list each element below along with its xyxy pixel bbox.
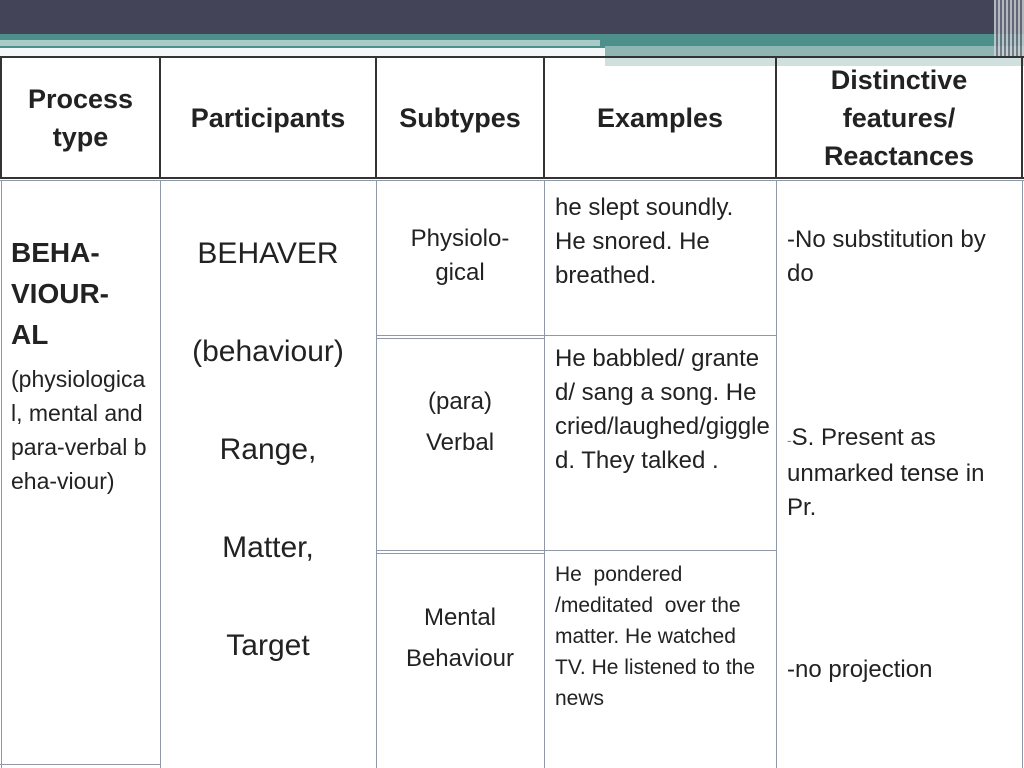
participants-list (161, 230, 375, 670)
participant-matter: Matter, (222, 531, 314, 564)
subtype-line: Behaviour (405, 645, 515, 672)
participant-behaviour: (behaviour) (192, 335, 344, 368)
accent-stripe (0, 40, 600, 46)
header-subtypes: Subtypes (399, 102, 521, 133)
feature-dash: - (787, 432, 792, 448)
decorative-stripes (994, 0, 1024, 58)
title-bar-band (0, 0, 1024, 34)
example-mental: He pondered /meditated over the matter. He watched TV. He listened to the news (555, 563, 761, 710)
process-type-line: BEHA- (11, 237, 100, 268)
subtype-verbal (377, 381, 543, 463)
process-type-description: (physiological, mental and para-verbal beha-viour) (11, 366, 147, 494)
participant-behaver: BEHAVER (197, 237, 339, 270)
subtype-mental (377, 597, 543, 679)
subtype-physiological (377, 222, 543, 290)
table-border (1022, 180, 1023, 768)
table-border (0, 177, 1024, 179)
participant-range: Range, (219, 433, 317, 466)
header-participants: Participants (190, 102, 346, 133)
table-border (1, 180, 2, 768)
process-type-name (11, 232, 156, 355)
process-type-line: VIOUR- (11, 278, 109, 309)
header-process-type: Process type (27, 83, 134, 152)
subtype-line: Physiolo- (410, 225, 510, 252)
subtype-line: gical (435, 259, 485, 286)
table-border (0, 180, 1024, 181)
feature-simple-present-text: S. Present as unmarked tense in Pr. (787, 424, 985, 521)
feature-simple-present (787, 421, 1012, 525)
header-distinctive-features: Distinctive features/ Reactances (823, 64, 975, 171)
header-examples: Examples (596, 102, 724, 133)
example-physiological: he slept soundly. He snored. He breathed. (555, 194, 734, 289)
table-border (376, 553, 544, 554)
subtype-line: Mental (423, 604, 497, 631)
process-type-line: AL (11, 319, 49, 350)
example-verbal: He babbled/ granted/ sang a song. He cried/laughed/giggled. They talked . (555, 345, 770, 474)
table-border (544, 180, 545, 768)
table-border (376, 550, 776, 551)
subtype-line: Verbal (425, 429, 495, 456)
table-border (376, 338, 544, 339)
table-border (0, 764, 160, 765)
feature-no-projection: -no projection (787, 656, 933, 683)
participant-target: Target (226, 629, 310, 662)
subtype-line: (para) (427, 388, 493, 415)
table-border (1021, 56, 1023, 179)
feature-no-substitution: -No substitution by do (787, 226, 986, 287)
table-border (776, 180, 777, 768)
table-border (376, 335, 776, 336)
